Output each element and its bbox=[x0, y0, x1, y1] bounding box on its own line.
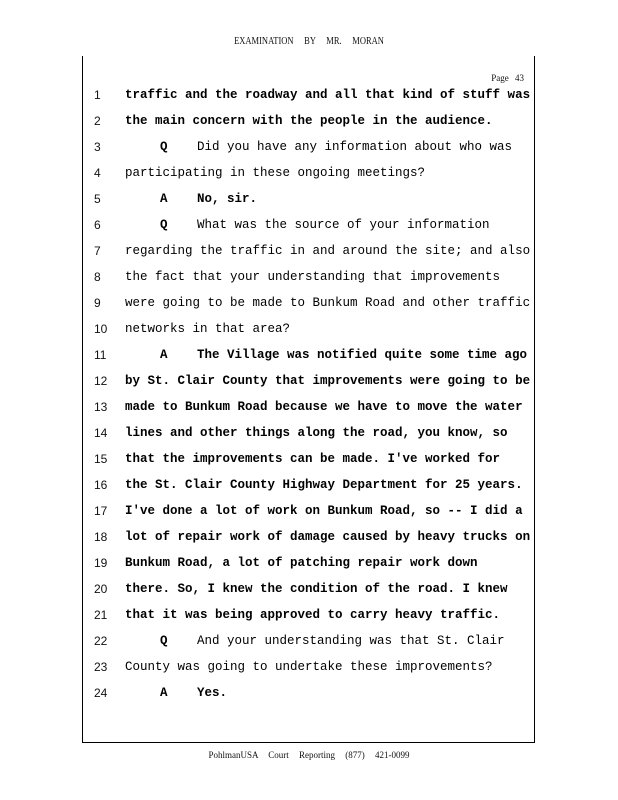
line-text: the fact that your understanding that improvements bbox=[125, 270, 501, 284]
transcript-line bbox=[0, 218, 618, 244]
line-text: The Village was notified quite some time ago bbox=[197, 348, 528, 362]
line-number: 17 bbox=[94, 504, 108, 518]
line-number: 19 bbox=[94, 556, 108, 570]
transcript-line bbox=[0, 556, 618, 582]
speaker-label: Q bbox=[160, 140, 168, 154]
page-footer: PohlmanUSA Court Reporting (877) 421-0099 bbox=[208, 750, 410, 760]
transcript-line bbox=[0, 270, 618, 296]
line-number: 15 bbox=[94, 452, 108, 466]
line-text: Yes. bbox=[197, 686, 228, 700]
transcript-line bbox=[0, 192, 618, 218]
line-text: lines and other things along the road, you know, so bbox=[125, 426, 508, 440]
transcript-line bbox=[0, 426, 618, 452]
line-number: 3 bbox=[94, 140, 101, 154]
line-text: by St. Clair County that improvements were going to be bbox=[125, 374, 531, 388]
line-text: And your understanding was that St. Clair bbox=[197, 634, 505, 648]
transcript-line bbox=[0, 88, 618, 114]
line-number: 14 bbox=[94, 426, 108, 440]
transcript-line bbox=[0, 478, 618, 504]
transcript-line bbox=[0, 140, 618, 166]
line-number: 18 bbox=[94, 530, 108, 544]
transcript-line bbox=[0, 608, 618, 634]
line-text: Bunkum Road, a lot of patching repair work down bbox=[125, 556, 478, 570]
line-text: networks in that area? bbox=[125, 322, 291, 336]
line-text: County was going to undertake these improvements? bbox=[125, 660, 493, 674]
transcript-line bbox=[0, 114, 618, 140]
line-number: 10 bbox=[94, 322, 108, 336]
line-text: I've done a lot of work on Bunkum Road, so -- I did a bbox=[125, 504, 523, 518]
line-text: made to Bunkum Road because we have to move the water bbox=[125, 400, 523, 414]
transcript-line bbox=[0, 322, 618, 348]
speaker-label: A bbox=[160, 686, 168, 700]
line-number: 12 bbox=[94, 374, 108, 388]
transcript-line bbox=[0, 244, 618, 270]
transcript-line bbox=[0, 686, 618, 712]
line-text: lot of repair work of damage caused by heavy trucks on bbox=[125, 530, 531, 544]
transcript-line bbox=[0, 400, 618, 426]
line-text: the St. Clair County Highway Department for 25 years. bbox=[125, 478, 523, 492]
line-text: No, sir. bbox=[197, 192, 258, 206]
line-number: 5 bbox=[94, 192, 101, 206]
line-text: the main concern with the people in the audience. bbox=[125, 114, 493, 128]
transcript-line bbox=[0, 374, 618, 400]
transcript-line bbox=[0, 296, 618, 322]
speaker-label: Q bbox=[160, 218, 168, 232]
line-number: 1 bbox=[94, 88, 101, 102]
line-number: 7 bbox=[94, 244, 101, 258]
page-number: Page 43 bbox=[491, 73, 524, 83]
line-text: Did you have any information about who was bbox=[197, 140, 513, 154]
transcript-line bbox=[0, 530, 618, 556]
line-text: that it was being approved to carry heavy traffic. bbox=[125, 608, 501, 622]
page-header: EXAMINATION BY MR. MORAN bbox=[234, 36, 384, 47]
line-text: regarding the traffic in and around the site; and also bbox=[125, 244, 531, 258]
line-number: 6 bbox=[94, 218, 101, 232]
transcript-line bbox=[0, 504, 618, 530]
line-number: 9 bbox=[94, 296, 101, 310]
line-number: 16 bbox=[94, 478, 108, 492]
transcript-line bbox=[0, 348, 618, 374]
transcript-line bbox=[0, 582, 618, 608]
line-number: 4 bbox=[94, 166, 101, 180]
line-number: 2 bbox=[94, 114, 101, 128]
line-number: 20 bbox=[94, 582, 108, 596]
line-number: 24 bbox=[94, 686, 108, 700]
speaker-label: Q bbox=[160, 634, 168, 648]
line-text: that the improvements can be made. I've worked for bbox=[125, 452, 501, 466]
line-number: 23 bbox=[94, 660, 108, 674]
line-number: 8 bbox=[94, 270, 101, 284]
line-text: traffic and the roadway and all that kind of stuff was bbox=[125, 88, 531, 102]
line-text: were going to be made to Bunkum Road and other traffic bbox=[125, 296, 531, 310]
transcript-line bbox=[0, 452, 618, 478]
line-text: participating in these ongoing meetings? bbox=[125, 166, 426, 180]
line-number: 22 bbox=[94, 634, 108, 648]
line-number: 11 bbox=[94, 348, 107, 362]
transcript-line bbox=[0, 660, 618, 686]
line-number: 21 bbox=[94, 608, 108, 622]
line-text: What was the source of your information bbox=[197, 218, 490, 232]
line-number: 13 bbox=[94, 400, 108, 414]
speaker-label: A bbox=[160, 192, 168, 206]
line-text: there. So, I knew the condition of the road. I knew bbox=[125, 582, 508, 596]
transcript-line bbox=[0, 634, 618, 660]
transcript-line bbox=[0, 166, 618, 192]
speaker-label: A bbox=[160, 348, 168, 362]
